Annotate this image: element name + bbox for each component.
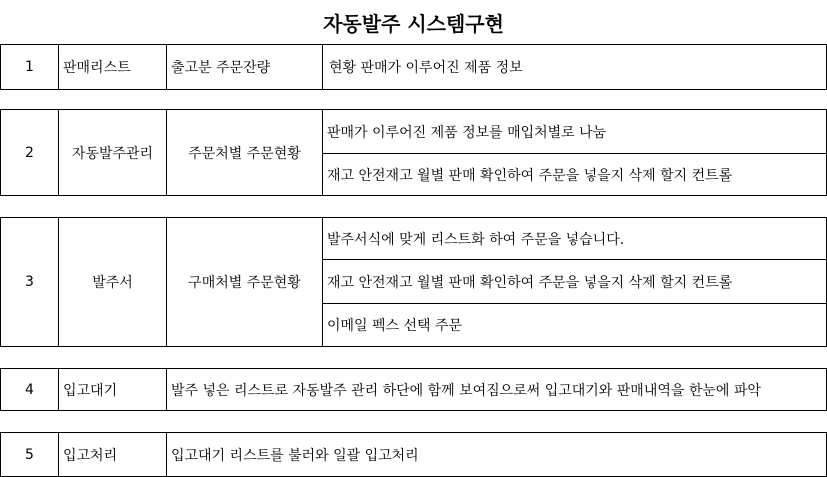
grid-line <box>0 89 827 90</box>
row-number: 3 <box>25 274 34 290</box>
row-item-name: 입고대기 <box>63 382 118 399</box>
row-item-sub: 출고분 주문잔량 <box>171 60 271 76</box>
row-item-detail: 발주 넣은 리스트로 자동발주 관리 하단에 함께 보여짐으로써 입고대기와 판매내역을 한눈에 파악 <box>171 382 761 399</box>
row-item-name: 판매리스트 <box>63 60 131 76</box>
row-item-name: 입고처리 <box>63 447 118 464</box>
row-item-sub: 주문처별 주문현황 <box>188 145 301 162</box>
row-item-sub: 구매처별 주문현황 <box>188 275 301 291</box>
row-item-detail: 입고대기 리스트를 불러와 일괄 입고처리 <box>171 447 419 464</box>
row-number: 5 <box>25 446 34 463</box>
row-item-detail: 판매가 이루어진 제품 정보를 매입처별로 나눔 <box>327 124 607 141</box>
row-item-detail: 재고 안전재고 월별 판매 확인하여 주문을 넣을지 삭제 할지 컨트롤 <box>327 167 733 184</box>
grid-line <box>0 410 827 411</box>
sheet-title: 자동발주 시스템구현 <box>323 11 504 36</box>
row-item-name: 자동발주관리 <box>71 145 154 162</box>
row-item-detail: 발주서식에 맞게 리스트화 하여 주문을 넣습니다. <box>327 231 625 248</box>
row-number: 4 <box>25 381 34 398</box>
row-item-detail: 현황 판매가 이루어진 제품 정보 <box>329 60 523 76</box>
row-item-detail: 재고 안전재고 월별 판매 확인하여 주문을 넣을지 삭제 할지 컨트롤 <box>327 274 733 291</box>
row-number: 2 <box>25 144 34 161</box>
row-item-name: 발주서 <box>92 275 133 291</box>
row-item-detail: 이메일 펙스 선택 주문 <box>327 318 463 334</box>
row-number: 1 <box>25 59 34 75</box>
grid-line <box>0 346 827 347</box>
grid-line <box>0 195 827 196</box>
